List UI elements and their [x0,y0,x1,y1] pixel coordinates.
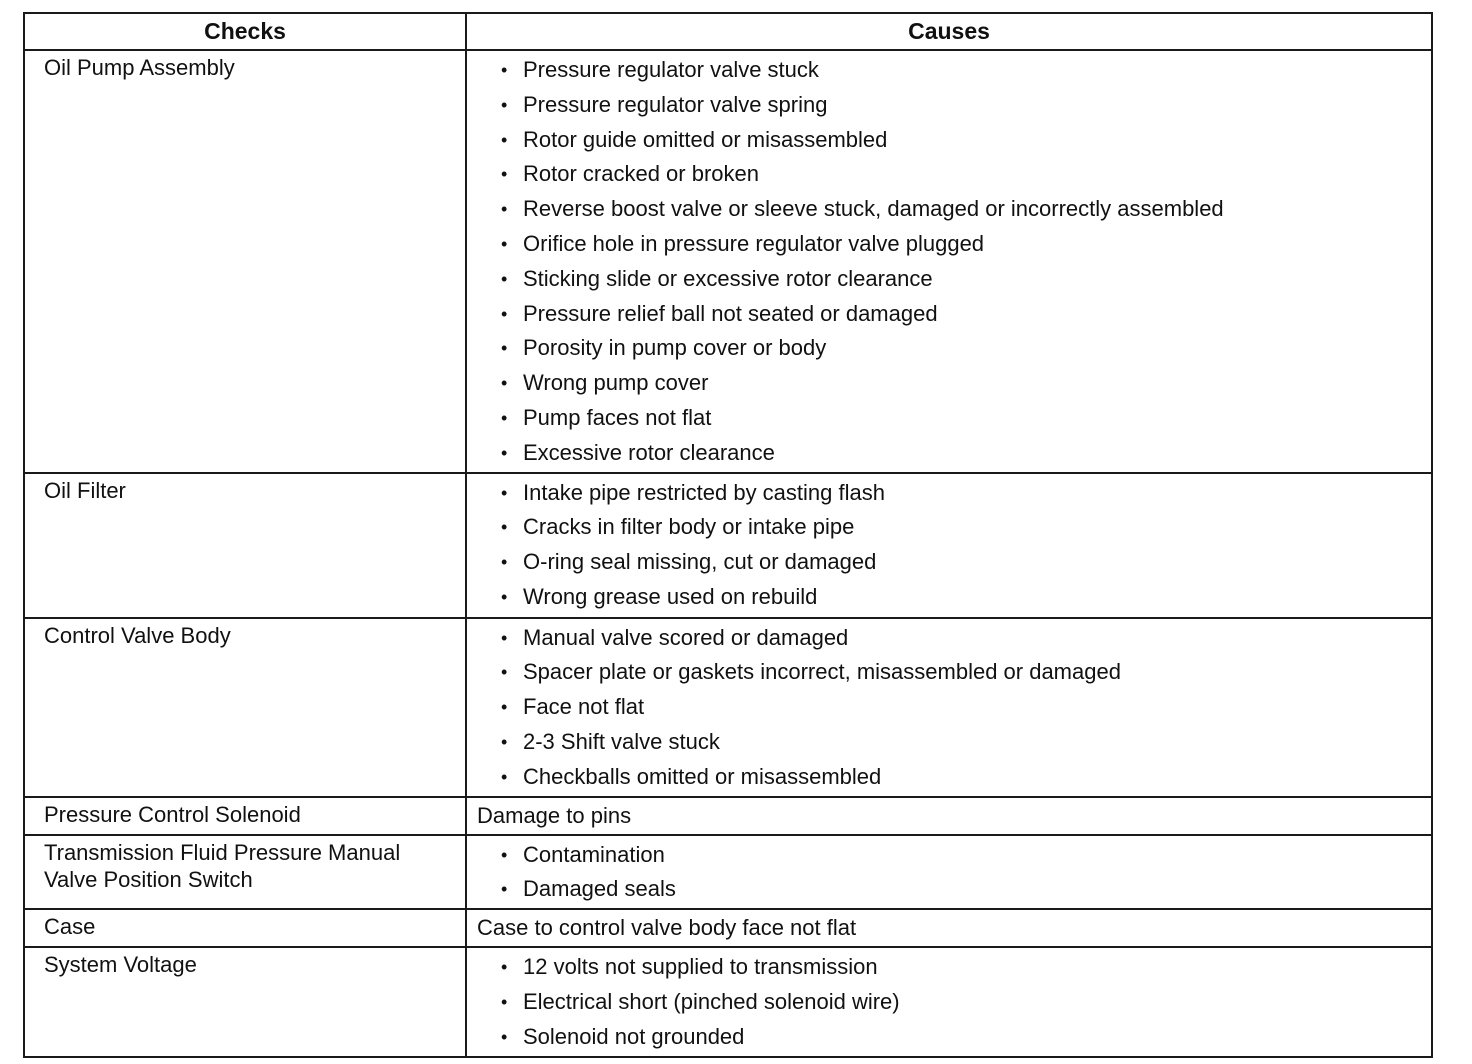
causes-list [501,54,1431,472]
cause-item: • Manual valve scored or damaged [501,622,1431,657]
cause-item: • Rotor guide omitted or misassembled [501,124,1431,159]
cause-item: • Orifice hole in pressure regulator valve plugged [501,228,1431,263]
cause-item: • Wrong grease used on rebuild [501,581,1431,616]
cause-item: • Face not flat [501,691,1431,726]
causes-list [501,839,1431,909]
cause-item: • Porosity in pump cover or body [501,332,1431,367]
check-cell: Control Valve Body [24,618,466,797]
table-row [24,797,1432,835]
cause-item: • 12 volts not supplied to transmission [501,951,1431,986]
cause-item: • Cracks in filter body or intake pipe [501,511,1431,546]
cause-item: • Sticking slide or excessive rotor clearance [501,263,1431,298]
causes-list [501,477,1431,616]
table-row [24,909,1432,947]
causes-cell [466,473,1432,618]
cause-item: • Spacer plate or gaskets incorrect, misassembled or damaged [501,656,1431,691]
cause-item: • Intake pipe restricted by casting flash [501,477,1431,512]
check-cell: System Voltage [24,947,466,1056]
cause-item: • Contamination [501,839,1431,874]
table-row [24,618,1432,797]
check-cell [24,835,466,910]
cause-item: • Damaged seals [501,873,1431,908]
cause-item: • Wrong pump cover [501,367,1431,402]
cause-item: • Pump faces not flat [501,402,1431,437]
causes-cell [466,835,1432,910]
table-row [24,50,1432,473]
cause-item: • Checkballs omitted or misassembled [501,761,1431,796]
check-cell: Case [24,909,466,947]
table-row [24,947,1432,1056]
cause-cell: Damage to pins [466,797,1432,835]
table-row [24,835,1432,910]
cause-cell: Case to control valve body face not flat [466,909,1432,947]
causes-cell [466,618,1432,797]
cause-item: • 2-3 Shift valve stuck [501,726,1431,761]
table-row [24,473,1432,618]
check-cell: Oil Pump Assembly [24,50,466,473]
cause-item: • Rotor cracked or broken [501,158,1431,193]
causes-cell [466,50,1432,473]
cause-item: • Solenoid not grounded [501,1021,1431,1056]
cause-item: • Electrical short (pinched solenoid wire) [501,986,1431,1021]
causes-list [501,951,1431,1055]
check-line: Valve Position Switch [44,866,253,892]
causes-list [501,622,1431,796]
cause-item: • Reverse boost valve or sleeve stuck, damaged or incorrectly assembled [501,193,1431,228]
cause-item: • O-ring seal missing, cut or damaged [501,546,1431,581]
diagnosis-table [23,12,1433,1058]
causes-cell [466,947,1432,1056]
cause-item: • Pressure regulator valve spring [501,89,1431,124]
cause-item: • Pressure relief ball not seated or damaged [501,298,1431,333]
cause-item: • Excessive rotor clearance [501,437,1431,472]
causes-header: Causes [466,13,1432,50]
check-cell: Oil Filter [24,473,466,618]
check-line: Transmission Fluid Pressure Manual [44,839,401,865]
header-row [24,13,1432,50]
check-cell: Pressure Control Solenoid [24,797,466,835]
cause-item: • Pressure regulator valve stuck [501,54,1431,89]
checks-header: Checks [24,13,466,50]
